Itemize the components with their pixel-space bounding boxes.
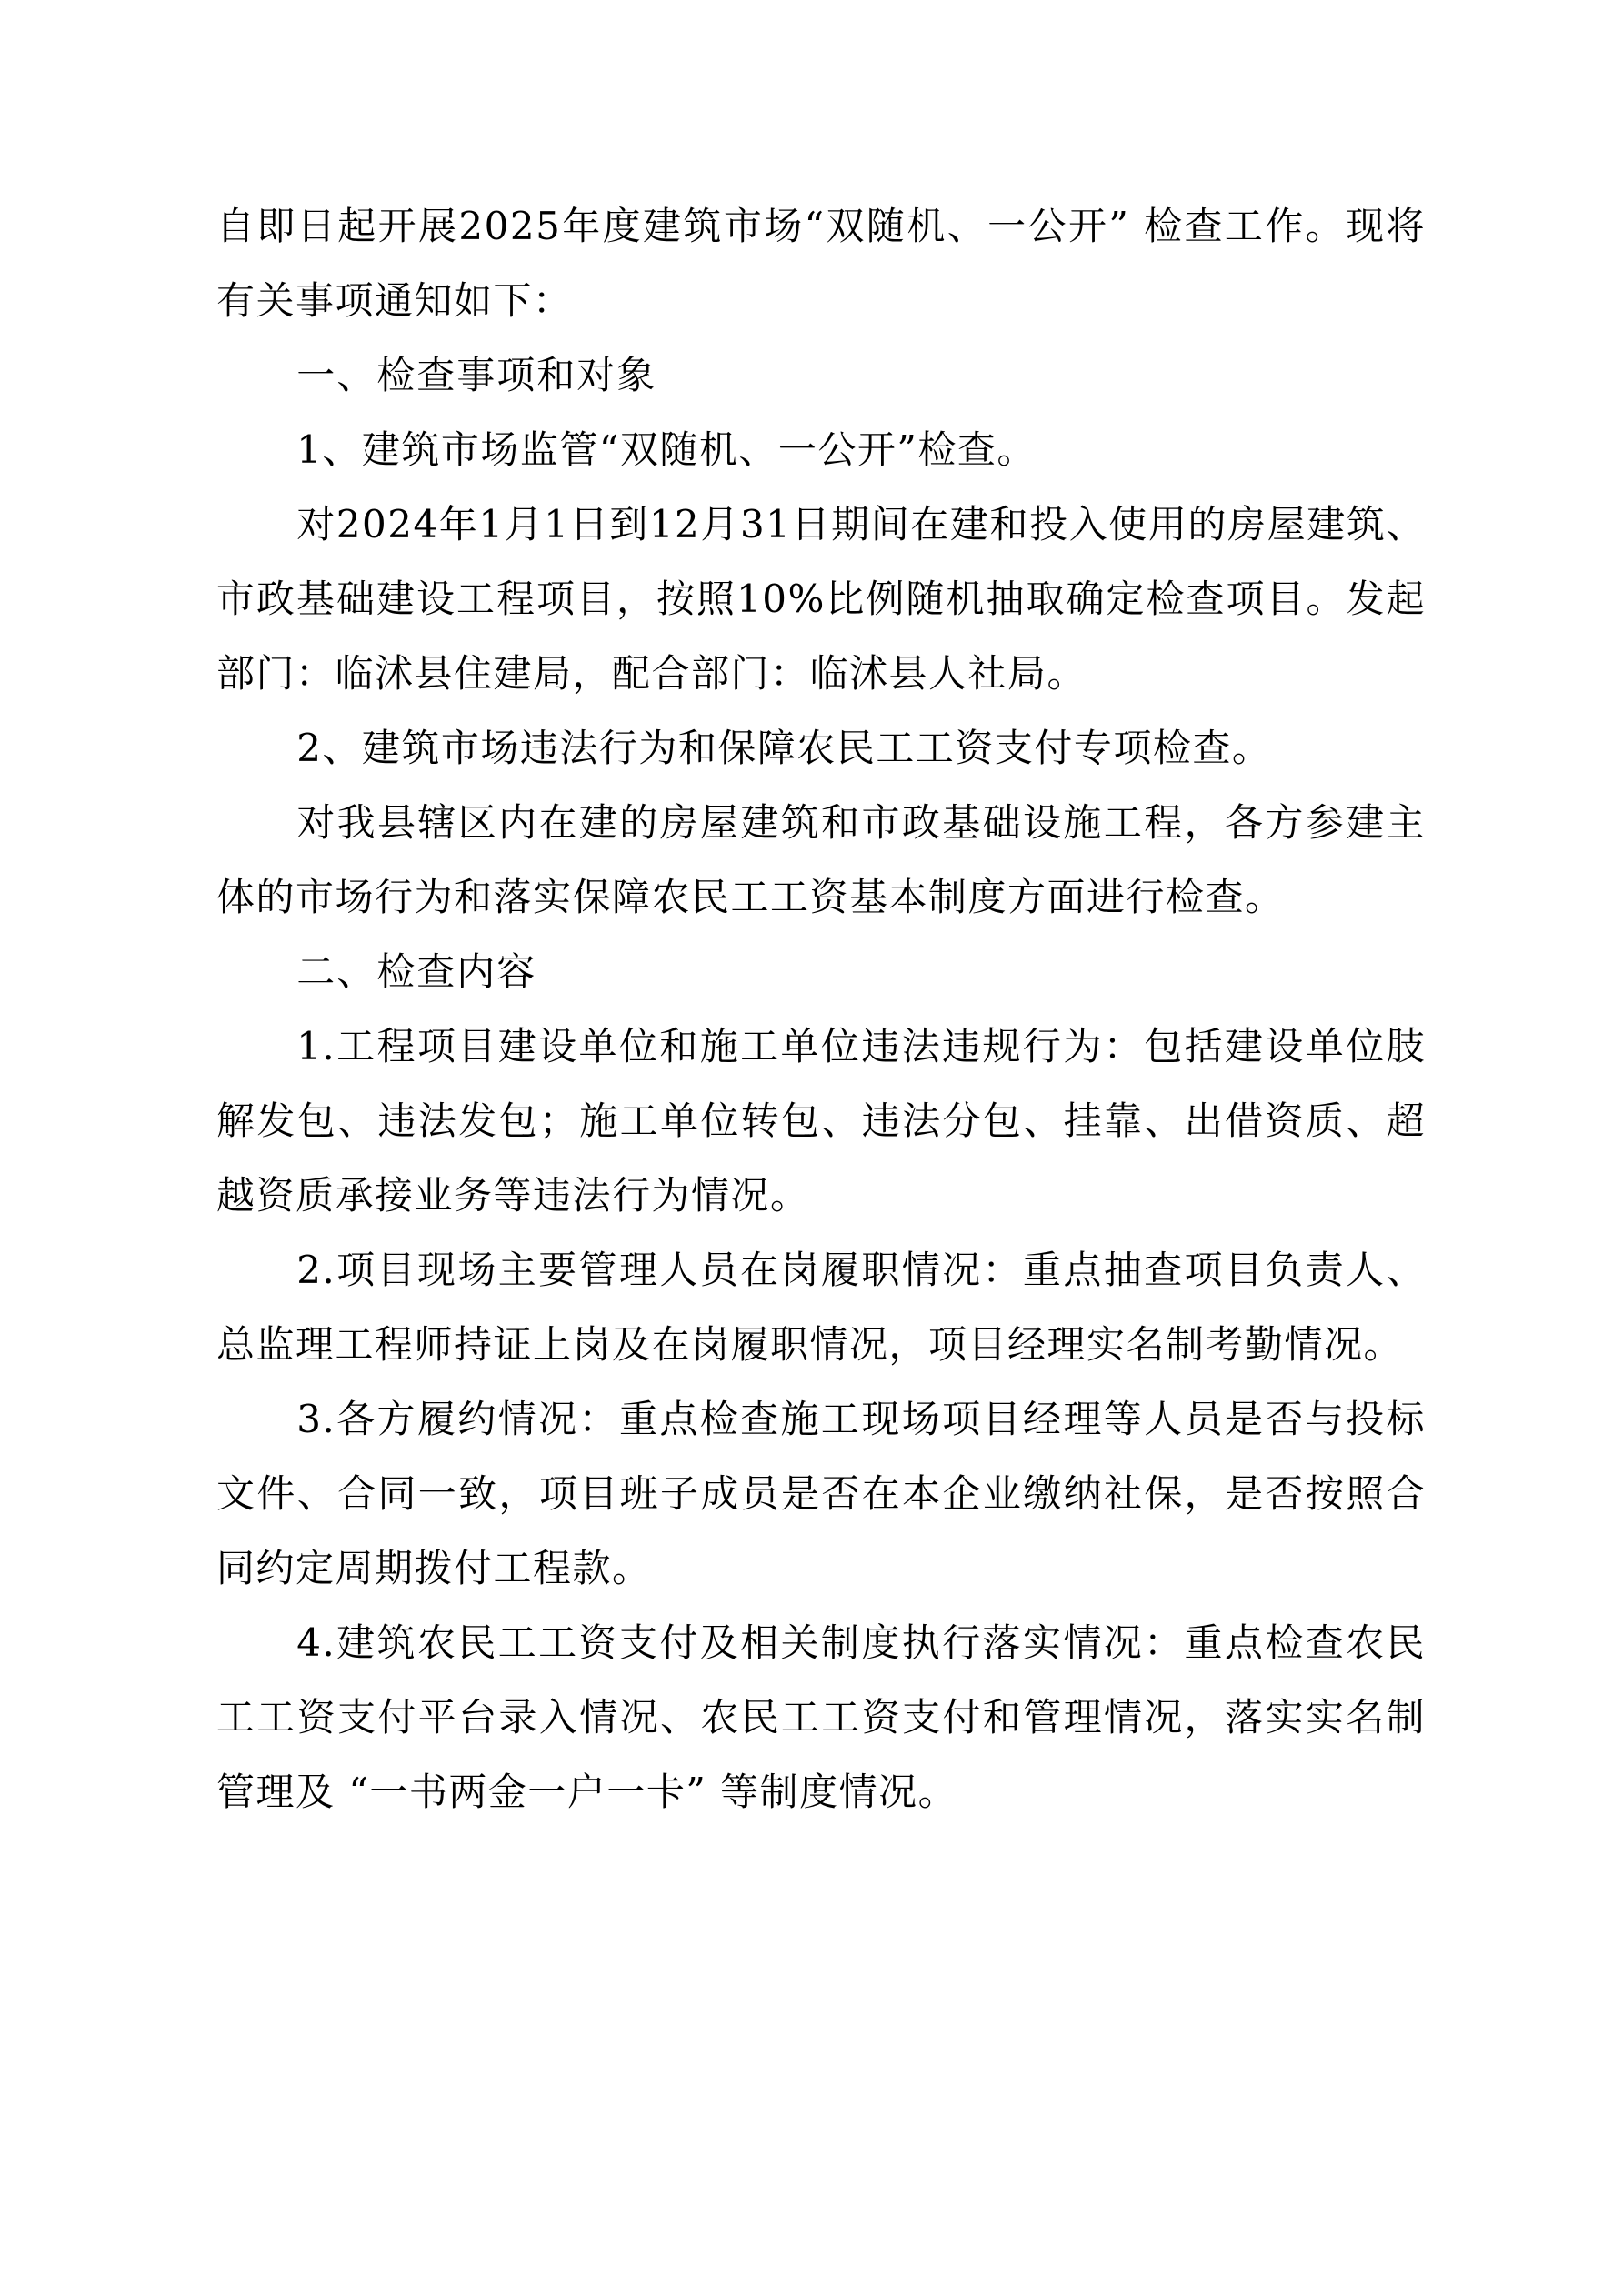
content-item-2: 2.项目现场主要管理人员在岗履职情况：重点抽查项目负责人、总监理工程师持证上岗及在岗履职情况，项目经理实名制考勤情况。 — [216, 1248, 1426, 1367]
section-heading-inspection-items: 一、检查事项和对象 — [296, 353, 657, 397]
content-item-4: 4.建筑农民工工资支付及相关制度执行落实情况：重点检查农民工工资支付平台录入情况、农民工工资支付和管理情况，落实实名制管理及 “一书两金一户一卡” 等制度情况。 — [216, 1620, 1426, 1814]
section-heading-inspection-content: 二、检查内容 — [296, 949, 537, 994]
item-double-random-inspection: 1、建筑市场监管“双随机、一公开”检查。 — [296, 427, 1037, 472]
double-random-scope-paragraph: 对2024年1月1日到12月31日期间在建和投入使用的房屋建筑、市政基础建设工程项目，按照10%比例随机抽取确定检查项目。发起部门：临沭县住建局，配合部门：临沭县人社局。 — [216, 502, 1426, 696]
content-item-3: 3.各方履约情况：重点检查施工现场项目经理等人员是否与投标文件、合同一致，项目班子成员是否在本企业缴纳社保，是否按照合同约定周期拨付工程款。 — [216, 1397, 1426, 1590]
document-page — [216, 189, 1426, 1830]
intro-paragraph: 自即日起开展2025年度建筑市场“双随机、一公开” 检查工作。现将有关事项通知如下： — [216, 204, 1426, 323]
special-inspection-scope-paragraph: 对我县辖区内在建的房屋建筑和市政基础设施工程，各方参建主体的市场行为和落实保障农民工工资基本制度方面进行检查。 — [216, 800, 1426, 919]
content-item-1: 1.工程项目建设单位和施工单位违法违规行为：包括建设单位肢解发包、违法发包；施工单位转包、违法分包、挂靠、出借资质、超越资质承接业务等违法行为情况。 — [216, 1024, 1426, 1218]
item-special-inspection: 2、建筑市场违法行为和保障农民工工资支付专项检查。 — [296, 726, 1272, 770]
